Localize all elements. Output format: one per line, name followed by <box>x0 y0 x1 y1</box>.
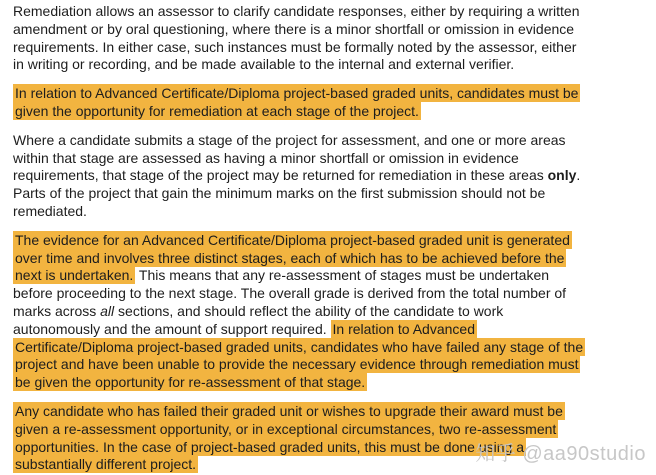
text-segment: Remediation allows an assessor to clarify candidate responses, either by requiring a written amendment or by oral questioning, where there is a minor shortfall or omission in evidence requirements. In either case, such instances must be formally noted by the assessor, either in writing or recording, and be made available to the internal and external verifier. <box>13 3 580 73</box>
document-text-block <box>13 3 590 474</box>
paragraph-3 <box>13 132 590 221</box>
highlighted-text: Any candidate who has failed their graded unit or wishes to upgrade their award must be given a re-assessment opportunity, or in exceptional circumstances, two re-assessment opportunities. In the case of project-based graded units, this must be done using a substantially different project. <box>15 402 563 473</box>
text-segment: . Parts of the project that gain the minimum marks on the first submission should not be remediated. <box>13 167 581 219</box>
highlighted-text: In relation to Advanced Certificate/Diploma project-based graded units, candidates must be given the opportunity for remediation at each stage of the project. <box>15 85 579 119</box>
text-segment: This means that any re-assessment of stages must be undertaken before proceeding to the next stage. The overall grade is derived from the total number of marks across <box>13 267 567 319</box>
text-segment: only <box>547 167 577 184</box>
highlighted-text: The evidence for an Advanced Certificate/Diploma project-based graded unit is generated over time and involves three distinct stages, each of which has to be achieved before the next is undertaken. <box>15 231 570 284</box>
text-segment: Where a candidate submits a stage of the project for assessment, and one or more areas within that stage are assessed as having a minor shortfall or omission in evidence requirements, that stage of the project may be returned for remediation in these areas <box>13 131 566 184</box>
paragraph-4 <box>13 232 590 392</box>
text-segment: sections, and should reflect the ability of the candidate to work autonomously and the amount of support required. <box>13 302 504 337</box>
paragraph-1 <box>13 3 590 74</box>
text-segment: all <box>100 302 115 319</box>
highlighted-text: In relation to Advanced Certificate/Diploma project-based graded units, candidates who have failed any stage of the project and have been unable to provide the necessary evidence through remediation must be given the opportunity for re-assessment of that stage. <box>15 320 584 391</box>
zhihu-watermark: 知乎 @aa90studio <box>475 443 646 465</box>
paragraph-2 <box>13 85 590 121</box>
